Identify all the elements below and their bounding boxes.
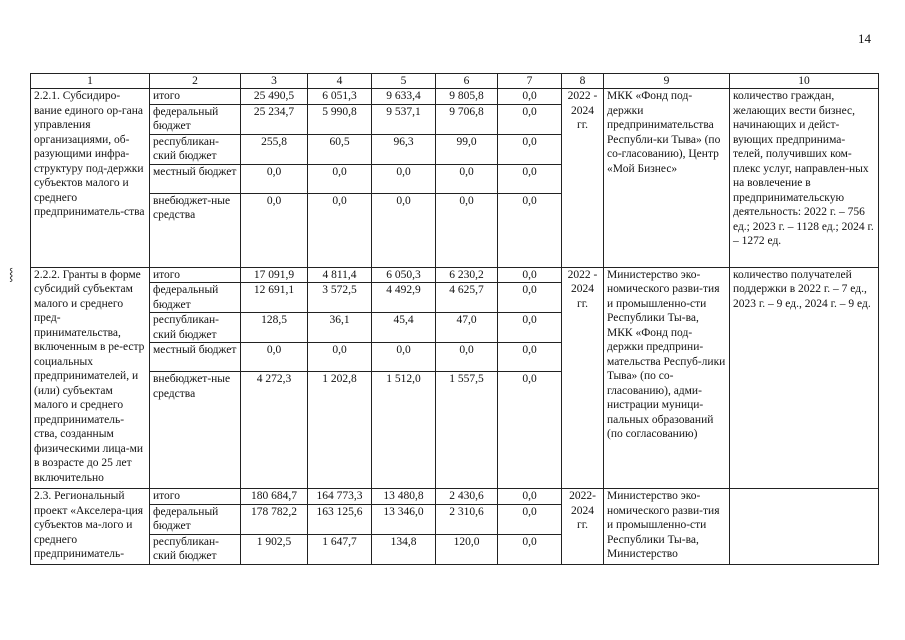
value-cell: 0,0 bbox=[498, 504, 562, 534]
value-cell: 9 633,4 bbox=[372, 89, 436, 105]
value-cell: 4 811,4 bbox=[308, 267, 372, 283]
funding-source-cell: местный бюджет bbox=[150, 343, 241, 372]
value-cell: 1 202,8 bbox=[308, 372, 372, 489]
value-cell: 13 480,8 bbox=[372, 489, 436, 505]
funding-source-cell: внебюджет-ные средства bbox=[150, 372, 241, 489]
period-cell: 2022 - 2024 гг. bbox=[562, 267, 604, 489]
value-cell: 13 346,0 bbox=[372, 504, 436, 534]
value-cell: 47,0 bbox=[436, 313, 498, 343]
value-cell: 0,0 bbox=[498, 193, 562, 267]
value-cell: 0,0 bbox=[372, 343, 436, 372]
table-row bbox=[31, 89, 879, 105]
value-cell: 0,0 bbox=[498, 343, 562, 372]
value-cell: 0,0 bbox=[498, 283, 562, 313]
value-cell: 0,0 bbox=[436, 343, 498, 372]
funding-source-cell: федеральный бюджет bbox=[150, 104, 241, 134]
header-cell: 2 bbox=[150, 74, 241, 89]
value-cell: 180 684,7 bbox=[241, 489, 308, 505]
value-cell: 4 272,3 bbox=[241, 372, 308, 489]
header-cell: 8 bbox=[562, 74, 604, 89]
value-cell: 0,0 bbox=[308, 343, 372, 372]
value-cell: 0,0 bbox=[372, 193, 436, 267]
table-row bbox=[31, 489, 879, 505]
value-cell: 9 537,1 bbox=[372, 104, 436, 134]
value-cell: 6 051,3 bbox=[308, 89, 372, 105]
table-row bbox=[31, 267, 879, 283]
value-cell: 0,0 bbox=[241, 343, 308, 372]
period-cell: 2022- 2024 гг. bbox=[562, 489, 604, 565]
header-row bbox=[31, 74, 879, 89]
page-number: 14 bbox=[858, 31, 871, 46]
value-cell: 163 125,6 bbox=[308, 504, 372, 534]
margin-mark: ⸾ bbox=[9, 267, 14, 281]
value-cell: 0,0 bbox=[372, 164, 436, 193]
funding-source-cell: итого bbox=[150, 89, 241, 105]
value-cell: 1 902,5 bbox=[241, 534, 308, 564]
value-cell: 128,5 bbox=[241, 313, 308, 343]
header-cell: 4 bbox=[308, 74, 372, 89]
value-cell: 0,0 bbox=[308, 193, 372, 267]
header-cell: 7 bbox=[498, 74, 562, 89]
value-cell: 0,0 bbox=[498, 89, 562, 105]
indicator-cell bbox=[730, 489, 879, 565]
value-cell: 164 773,3 bbox=[308, 489, 372, 505]
value-cell: 0,0 bbox=[498, 489, 562, 505]
value-cell: 9 805,8 bbox=[436, 89, 498, 105]
header-cell: 9 bbox=[604, 74, 730, 89]
value-cell: 0,0 bbox=[498, 372, 562, 489]
funding-source-cell: итого bbox=[150, 267, 241, 283]
funding-source-cell: федеральный бюджет bbox=[150, 504, 241, 534]
value-cell: 6 230,2 bbox=[436, 267, 498, 283]
value-cell: 96,3 bbox=[372, 134, 436, 164]
value-cell: 0,0 bbox=[498, 104, 562, 134]
value-cell: 0,0 bbox=[498, 267, 562, 283]
period-cell: 2022 - 2024 гг. bbox=[562, 89, 604, 268]
value-cell: 36,1 bbox=[308, 313, 372, 343]
measure-name-cell: 2.2.2. Гранты в форме субсидий субъектам малого и среднего пред-принимательства, включенным в ре-естр социальных предпринимателей, и (или) субъектам малого и среднего предприниматель-ства, созданным физическими лица-ми в возрасте до 25 лет включительно bbox=[31, 267, 150, 489]
value-cell: 0,0 bbox=[498, 313, 562, 343]
value-cell: 4 625,7 bbox=[436, 283, 498, 313]
value-cell: 9 706,8 bbox=[436, 104, 498, 134]
header-cell: 1 bbox=[31, 74, 150, 89]
funding-source-cell: итого bbox=[150, 489, 241, 505]
value-cell: 5 990,8 bbox=[308, 104, 372, 134]
value-cell: 2 310,6 bbox=[436, 504, 498, 534]
measure-name-cell: 2.2.1. Субсидиро-вание единого ор-гана управления организациями, об-разующими инфра-структуру под-держки субъектов малого и среднего предприниматель-ства bbox=[31, 89, 150, 268]
value-cell: 120,0 bbox=[436, 534, 498, 564]
value-cell: 0,0 bbox=[498, 134, 562, 164]
measure-name-cell: 2.3. Региональный проект «Акселера-ция субъектов ма-лого и среднего предприниматель- bbox=[31, 489, 150, 565]
indicator-cell: количество получателей поддержки в 2022 г. – 7 ед., 2023 г. – 9 ед., 2024 г. – 9 ед. bbox=[730, 267, 879, 489]
value-cell: 45,4 bbox=[372, 313, 436, 343]
funding-source-cell: республикан-ский бюджет bbox=[150, 534, 241, 564]
executor-cell: МКК «Фонд под-держки предпринимательства Республи-ки Тыва» (по со-гласованию), Центр «Мой Бизнес» bbox=[604, 89, 730, 268]
value-cell: 0,0 bbox=[241, 164, 308, 193]
value-cell: 3 572,5 bbox=[308, 283, 372, 313]
value-cell: 0,0 bbox=[498, 534, 562, 564]
funding-source-cell: федеральный бюджет bbox=[150, 283, 241, 313]
header-cell: 6 bbox=[436, 74, 498, 89]
value-cell: 0,0 bbox=[436, 164, 498, 193]
value-cell: 0,0 bbox=[241, 193, 308, 267]
value-cell: 1 512,0 bbox=[372, 372, 436, 489]
funding-source-cell: республикан-ский бюджет bbox=[150, 313, 241, 343]
value-cell: 17 091,9 bbox=[241, 267, 308, 283]
header-cell: 5 bbox=[372, 74, 436, 89]
value-cell: 25 490,5 bbox=[241, 89, 308, 105]
value-cell: 134,8 bbox=[372, 534, 436, 564]
value-cell: 99,0 bbox=[436, 134, 498, 164]
value-cell: 60,5 bbox=[308, 134, 372, 164]
value-cell: 6 050,3 bbox=[372, 267, 436, 283]
value-cell: 1 647,7 bbox=[308, 534, 372, 564]
value-cell: 255,8 bbox=[241, 134, 308, 164]
indicator-cell: количество граждан, желающих вести бизнес, начинающих и дейст-вующих предпринима-телей, получивших ком-плекс услуг, направлен-ных на вовлечение в предпринимательскую деятельность: 2022 г. – 756 ед.; 2023 г. – 1128 ед.; 2024 г. – 1272 ед. bbox=[730, 89, 879, 268]
funding-source-cell: внебюджет-ные средства bbox=[150, 193, 241, 267]
executor-cell: Министерство эко-номического разви-тия и промышленно-сти Республики Ты-ва, МКК «Фонд под-держки предприни-мательства Респуб-лики Тыва» (по со-гласованию), адми-нистрации муници-пальных образований (по согласованию) bbox=[604, 267, 730, 489]
value-cell: 0,0 bbox=[498, 164, 562, 193]
value-cell: 0,0 bbox=[436, 193, 498, 267]
value-cell: 1 557,5 bbox=[436, 372, 498, 489]
executor-cell: Министерство эко-номического разви-тия и промышленно-сти Республики Ты-ва, Министерство bbox=[604, 489, 730, 565]
value-cell: 25 234,7 bbox=[241, 104, 308, 134]
value-cell: 4 492,9 bbox=[372, 283, 436, 313]
value-cell: 178 782,2 bbox=[241, 504, 308, 534]
value-cell: 0,0 bbox=[308, 164, 372, 193]
header-cell: 3 bbox=[241, 74, 308, 89]
program-table bbox=[30, 73, 879, 565]
funding-source-cell: республикан-ский бюджет bbox=[150, 134, 241, 164]
value-cell: 2 430,6 bbox=[436, 489, 498, 505]
value-cell: 12 691,1 bbox=[241, 283, 308, 313]
header-cell: 10 bbox=[730, 74, 879, 89]
funding-source-cell: местный бюджет bbox=[150, 164, 241, 193]
